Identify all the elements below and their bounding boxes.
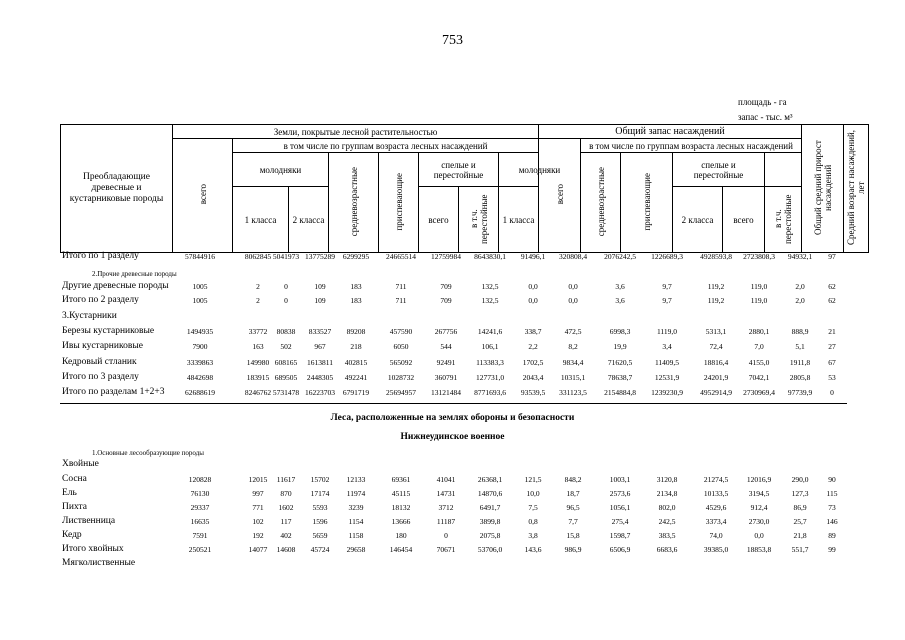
table-cell: 9,7 [662,282,672,291]
table-cell: 132,5 [481,282,499,291]
table-cell: 62688619 [185,388,215,397]
table-cell: 2448305 [306,373,334,382]
total-stock-header: Общий запас насаждений [539,125,802,139]
table-cell: 57844916 [185,252,215,261]
table-cell: 3,8 [528,531,538,540]
table-cell: 1003,1 [609,475,631,484]
table-cell: 2076242,5 [604,252,636,261]
row-label: Итого по 3 разделу [62,372,139,382]
table-cell: 12015 [248,475,268,484]
page-number: 753 [442,33,463,48]
table-cell: 3899,8 [479,517,501,526]
table-cell: 2,2 [528,342,538,351]
table-cell: 24665514 [386,252,416,261]
table-cell: 12531,9 [654,373,680,382]
row-label: Итого по разделам 1+2+3 [62,387,165,397]
table-cell: 4842698 [186,373,214,382]
table-row [0,387,905,399]
table-cell: 250521 [188,545,212,554]
table-cell: 13666 [391,517,411,526]
row-label: Хвойные [62,459,99,469]
table-cell: 1613811 [307,358,333,367]
table-cell: 689505 [274,373,298,382]
table-cell: 3120,8 [656,475,678,484]
table-cell: 14608 [276,545,296,554]
table-cell: 39385,0 [703,545,729,554]
table-cell: 1239230,9 [651,388,683,397]
table-cell: 6299295 [342,252,370,261]
table-cell: 29658 [346,545,366,554]
table-cell: 2,0 [795,282,805,291]
table-cell: 2730,0 [748,517,770,526]
table-cell: 1602 [278,503,294,512]
table-cell: 27 [828,342,836,351]
table-cell: 870 [280,489,292,498]
table-cell: 4928593,8 [700,252,732,261]
table-cell: 119,0 [750,296,768,305]
table-cell: 11974 [346,489,366,498]
table-cell: 7591 [192,531,208,540]
table-row [0,372,905,384]
table-cell: 2154884,8 [604,388,636,397]
row-label: Другие древесные породы [62,281,169,291]
table-cell: 17174 [310,489,330,498]
table-cell: 13775289 [305,252,335,261]
table-cell: 119,2 [707,296,725,305]
table-cell: 457590 [389,327,413,336]
table-cell: 0,0 [528,282,538,291]
table-cell: 14241,6 [477,327,503,336]
table-cell: 78638,7 [607,373,633,382]
forest-mature-header: спелые и перестойные [419,153,499,187]
table-cell: 127731,0 [475,373,505,382]
table-cell: 2805,8 [789,373,811,382]
table-cell: 3194,5 [748,489,770,498]
table-cell: 96,5 [566,503,580,512]
table-cell: 94932,1 [787,252,813,261]
table-cell: 0,0 [528,296,538,305]
table-cell: 53706,0 [477,545,503,554]
row-label: Ель [62,488,77,498]
table-cell: 41041 [436,475,456,484]
table-cell: 833527 [308,327,332,336]
table-cell: 0,8 [528,517,538,526]
table-cell: 2134,8 [656,489,678,498]
table-cell: 338,7 [524,327,542,336]
table-cell: 802,0 [658,503,676,512]
table-cell: 91496,1 [520,252,546,261]
forest-middle-header: средневозрастные [329,153,379,253]
table-cell: 331123,5 [559,388,587,397]
stock-age-groups-header: в том числе по группам возраста лесных насаждений [581,139,802,153]
table-cell: 0,0 [568,296,578,305]
table-cell: 119,0 [750,282,768,291]
stock-mature-header: спелые и перестойные [673,153,765,187]
table-cell: 608165 [274,358,298,367]
section-divider [60,403,847,404]
table-cell: 2075,8 [479,531,501,540]
forest-mature-total-header: всего [419,187,459,253]
table-cell: 1005 [192,296,208,305]
table-row [0,516,905,528]
table-cell: 8062845 [244,252,272,261]
table-cell: 86,9 [793,503,807,512]
table-cell: 62 [828,282,836,291]
table-cell: 69361 [391,475,411,484]
table-cell: 62 [828,296,836,305]
table-cell: 14077 [248,545,268,554]
table-cell: 18,7 [566,489,580,498]
table-cell: 45724 [310,545,330,554]
table-cell: 70671 [436,545,456,554]
table-cell: 290,0 [791,475,809,484]
table-cell: 143,6 [524,545,542,554]
table-cell: 3373,4 [705,517,727,526]
table-cell: 45115 [391,489,411,498]
table-cell: 0,0 [568,282,578,291]
table-cell: 10133,5 [703,489,729,498]
table-cell: 3239 [348,503,364,512]
table-cell: 1154 [348,517,364,526]
table-cell: 21,8 [793,531,807,540]
table-cell: 90 [828,475,836,484]
area-unit: площадь - га [738,97,787,107]
table-cell: 1005 [192,282,208,291]
table-cell: 18853,8 [746,545,772,554]
table-cell: 106,1 [481,342,499,351]
table-cell: 10,0 [526,489,540,498]
table-cell: 7,7 [568,517,578,526]
row-label: Лиственница [62,516,116,526]
row-label: Итого по 1 разделу [62,251,139,261]
table-cell: 3,6 [615,296,625,305]
table-cell: 74,0 [709,531,723,540]
table-cell: 3339863 [186,358,214,367]
table-cell: 72,4 [709,342,723,351]
table-cell: 771 [252,503,264,512]
table-cell: 848,2 [564,475,582,484]
table-cell: 218 [350,342,362,351]
table-cell: 1494935 [186,327,214,336]
avg-increment-header: Общий средний прирост насаждений [802,125,844,253]
table-cell: 0 [284,282,288,291]
table-cell: 1056,1 [609,503,631,512]
table-cell: 109 [314,296,326,305]
table-cell: 2043,4 [522,373,544,382]
table-cell: 0 [444,531,448,540]
table-cell: 102 [252,517,264,526]
table-cell: 544 [440,342,452,351]
table-cell: 2730969,4 [743,388,775,397]
table-cell: 117 [280,517,292,526]
table-cell: 97739,9 [787,388,813,397]
table-cell: 8246762 [244,388,272,397]
table-cell: 1119,0 [656,327,678,336]
table-cell: 3,4 [662,342,672,351]
forest-maturing-header: приспевающие [379,153,419,253]
table-row [0,281,905,293]
table-cell: 0 [830,388,834,397]
avg-age-header: Средний возраст насаждений, лет [844,125,869,253]
table-cell: 1226689,3 [651,252,683,261]
table-cell: 15,8 [566,531,580,540]
table-cell: 6506,9 [609,545,631,554]
row-label: Итого по 2 разделу [62,295,139,305]
table-cell: 2 [256,282,260,291]
table-cell: 71620,5 [607,358,633,367]
table-cell: 8,2 [568,342,578,351]
row-label: Березы кустарниковые [62,326,155,336]
table-row [0,268,905,280]
forest-class2-header: 2 класса [289,187,329,253]
table-cell: 6791719 [342,388,370,397]
table-cell: 7,0 [754,342,764,351]
table-cell: 12759984 [431,252,461,261]
table-cell: 15702 [310,475,330,484]
table-cell: 6998,3 [609,327,631,336]
stock-unit: запас - тыс. м³ [738,112,793,122]
table-cell: 1028732 [387,373,415,382]
row-label: Итого хвойных [62,544,124,554]
table-row [0,341,905,353]
table-cell: 967 [314,342,326,351]
table-cell: 19,9 [613,342,627,351]
row-label: 3.Кустарники [62,311,117,321]
table-cell: 12133 [346,475,366,484]
table-header [60,124,869,253]
table-cell: 16635 [190,517,210,526]
table-cell: 709 [440,296,452,305]
forest-age-groups-header: в том числе по группам возраста лесных насаждений [233,139,539,153]
table-cell: 709 [440,282,452,291]
table-cell: 1158 [348,531,364,540]
table-cell: 492241 [344,373,368,382]
table-cell: 5731478 [272,388,300,397]
table-cell: 7042,1 [748,373,770,382]
table-row [0,558,905,570]
table-cell: 183 [350,282,362,291]
table-cell: 33772 [248,327,268,336]
table-cell: 13121484 [431,388,461,397]
table-cell: 402815 [344,358,368,367]
row-label: 1.Основные лесообразующие породы [92,449,204,457]
table-cell: 402 [280,531,292,540]
table-cell: 109 [314,282,326,291]
table-cell: 149980 [246,358,270,367]
table-cell: 1598,7 [609,531,631,540]
table-cell: 192 [252,531,264,540]
table-cell: 5041973 [272,252,300,261]
table-cell: 93539,5 [520,388,546,397]
table-cell: 2723808,3 [743,252,775,261]
table-cell: 912,4 [750,503,768,512]
table-cell: 267756 [434,327,458,336]
section-title: Леса, расположенные на землях обороны и безопасности [330,413,575,423]
row-label: Мягколиственные [62,558,136,568]
table-cell: 92491 [436,358,456,367]
table-row [0,295,905,307]
table-cell: 25694957 [386,388,416,397]
table-cell: 0,0 [754,531,764,540]
table-cell: 11617 [276,475,296,484]
table-cell: 6683,6 [656,545,678,554]
table-row [0,544,905,556]
table-cell: 7,5 [528,503,538,512]
table-cell: 183915 [246,373,270,382]
table-cell: 275,4 [611,517,629,526]
table-cell: 89208 [346,327,366,336]
table-cell: 9,7 [662,296,672,305]
table-cell: 26368,1 [477,475,503,484]
row-label: Ивы кустарниковые [62,341,143,351]
table-cell: 21 [828,327,836,336]
table-cell: 11409,5 [654,358,680,367]
table-cell: 6491,7 [479,503,501,512]
table-cell: 73 [828,503,836,512]
table-cell: 986,9 [564,545,582,554]
table-cell: 502 [280,342,292,351]
table-cell: 132,5 [481,296,499,305]
table-cell: 24201,9 [703,373,729,382]
table-cell: 97 [828,252,836,261]
table-cell: 120828 [188,475,212,484]
table-cell: 53 [828,373,836,382]
table-cell: 12016,9 [746,475,772,484]
table-cell: 5313,1 [705,327,727,336]
forest-young-header: молодняки [233,153,329,187]
table-cell: 5,1 [795,342,805,351]
forest-overmature-header: в т.ч. перестойные [459,187,499,253]
table-cell: 4529,6 [705,503,727,512]
forest-land-header: Земли, покрытые лесной растительностью [173,125,539,139]
table-cell: 0 [284,296,288,305]
table-cell: 29337 [190,503,210,512]
table-cell: 146 [826,517,838,526]
table-cell: 5593 [312,503,328,512]
forest-total-header: всего [173,139,233,253]
table-cell: 14731 [436,489,456,498]
table-cell: 80838 [276,327,296,336]
table-row [0,447,905,459]
row-label: Сосна [62,474,87,484]
table-cell: 1911,8 [789,358,811,367]
table-row [0,251,905,263]
table-cell: 320808,4 [558,252,588,261]
table-cell: 6050 [393,342,409,351]
table-cell: 183 [350,296,362,305]
table-cell: 3,6 [615,282,625,291]
table-cell: 8771693,6 [474,388,506,397]
table-cell: 163 [252,342,264,351]
table-cell: 711 [395,296,407,305]
table-row [0,311,905,323]
table-row [0,488,905,500]
table-cell: 76130 [190,489,210,498]
species-header: Преобладающие древесные и кустарниковые породы [61,125,173,253]
subsection-title: Нижнеудинское военное [400,432,505,442]
table-cell: 360791 [434,373,458,382]
table-cell: 121,5 [524,475,542,484]
table-cell: 115 [826,489,838,498]
table-cell: 25,7 [793,517,807,526]
table-cell: 9834,4 [562,358,584,367]
table-cell: 67 [828,358,836,367]
table-cell: 4155,0 [748,358,770,367]
stock-overmature-header: в т.ч. перестойные [765,187,802,253]
row-label: Кедр [62,530,82,540]
table-cell: 2,0 [795,296,805,305]
row-label: 2.Прочие древесные породы [92,270,177,278]
table-cell: 1596 [312,517,328,526]
table-cell: 119,2 [707,282,725,291]
stock-middle-header: средневозрастные [581,153,621,253]
table-row [0,530,905,542]
stock-class2-header: 2 класса [673,187,723,253]
table-cell: 14870,6 [477,489,503,498]
table-row [0,474,905,486]
table-cell: 711 [395,282,407,291]
table-cell: 180 [395,531,407,540]
table-cell: 18816,4 [703,358,729,367]
table-cell: 18132 [391,503,411,512]
table-cell: 5659 [312,531,328,540]
table-cell: 2880,1 [748,327,770,336]
table-cell: 4952914,9 [700,388,732,397]
stock-maturing-header: приспевающие [621,153,673,253]
table-cell: 2 [256,296,260,305]
table-row [0,357,905,369]
table-cell: 113383,3 [476,358,504,367]
table-cell: 242,5 [658,517,676,526]
table-cell: 997 [252,489,264,498]
table-cell: 146454 [389,545,413,554]
table-cell: 551,7 [791,545,809,554]
table-row [0,326,905,338]
table-cell: 1702,5 [522,358,544,367]
table-cell: 472,5 [564,327,582,336]
table-cell: 10315,1 [560,373,586,382]
table-cell: 21274,5 [703,475,729,484]
table-cell: 3712 [438,503,454,512]
table-cell: 89 [828,531,836,540]
table-cell: 127,3 [791,489,809,498]
table-cell: 565092 [389,358,413,367]
row-label: Кедровый стланик [62,357,137,367]
stock-mature-total-header: всего [723,187,765,253]
table-row [0,502,905,514]
row-label: Пихта [62,502,87,512]
stock-total-header: всего [539,139,581,253]
table-cell: 16223703 [305,388,335,397]
table-row [0,459,905,471]
forest-class1-header: 1 класса [233,187,289,253]
table-cell: 8643830,1 [474,252,506,261]
table-cell: 2573,6 [609,489,631,498]
stock-class1-header: 1 класса [499,187,539,253]
table-cell: 888,9 [791,327,809,336]
stock-young-header: молодняки [499,153,581,187]
table-cell: 383,5 [658,531,676,540]
table-cell: 99 [828,545,836,554]
table-cell: 11187 [436,517,456,526]
table-cell: 7900 [192,342,208,351]
